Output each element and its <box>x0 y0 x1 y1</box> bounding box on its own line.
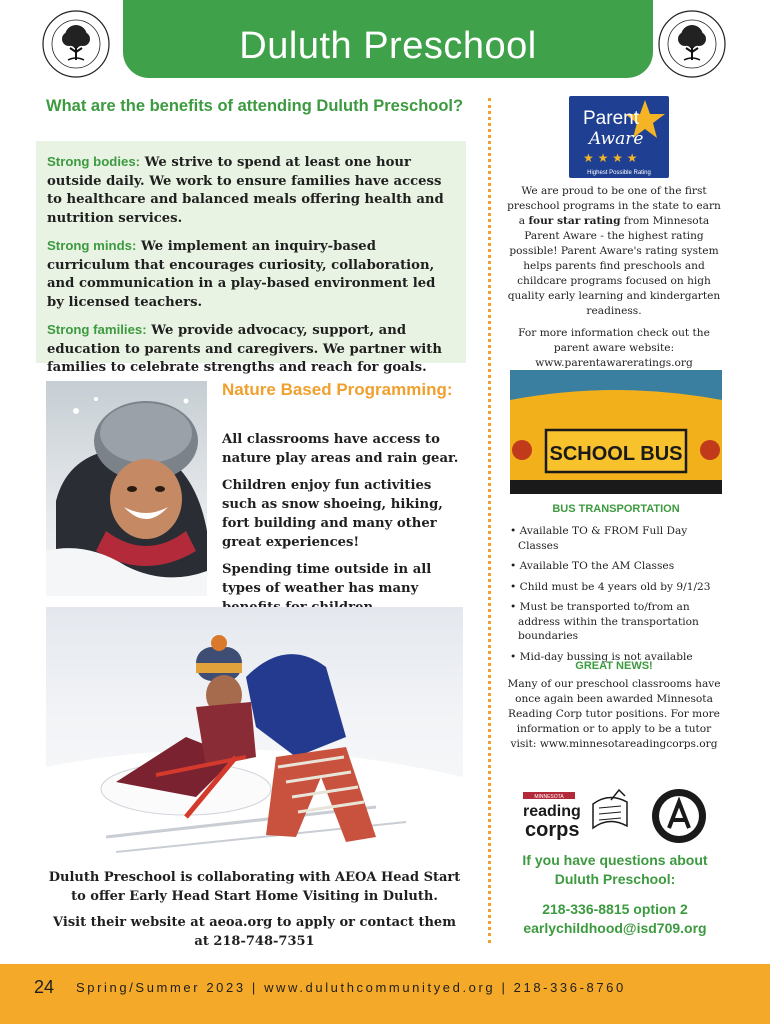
bus-list <box>510 524 726 670</box>
aeoa-contact: Visit their website at aeoa.org to apply or contact them at 218-748-7351 <box>53 915 456 949</box>
tree-seal-icon <box>656 8 728 80</box>
nature-text <box>222 430 462 625</box>
column-divider <box>488 98 491 943</box>
svg-text:corps: corps <box>525 819 580 841</box>
list-item: • Child must be 4 years old by 9/1/23 <box>510 580 711 593</box>
bus-heading: BUS TRANSPORTATION <box>552 503 680 515</box>
benefits-box <box>36 141 466 375</box>
photo-kids-sledding <box>46 607 463 862</box>
svg-text:★ ★ ★ ★: ★ ★ ★ ★ <box>583 151 638 165</box>
school-bus-sign: SCHOOL BUS <box>549 443 683 465</box>
nature-heading: Nature Based Programming: <box>222 380 453 399</box>
parent-aware-caption: Highest Possible Rating <box>587 170 651 176</box>
svg-text:reading: reading <box>523 803 581 820</box>
footer-text: Spring/Summer 2023 | www.duluthcommunityed.org | 218-336-8760 <box>76 979 626 995</box>
reading-corps-logo <box>523 790 627 841</box>
americorps-logo <box>652 789 706 843</box>
great-news-body: Many of our preschool classrooms have once again been awarded Minnesota Reading Corp tutor positions. For more information or to apply to be a tutor visit: www.minnesotareadingcorps.org <box>507 678 721 750</box>
footer-bar <box>0 964 770 1024</box>
header-banner <box>123 0 653 78</box>
nature-paragraph: Children enjoy fun activities such as snow shoeing, hiking, fort building and many other great experiences! <box>222 478 443 550</box>
great-news-heading: GREAT NEWS! <box>575 660 653 672</box>
parent-aware-text <box>505 184 723 378</box>
parent-aware-logo <box>569 96 669 178</box>
parent-aware-website: For more information check out the parent aware website: www.parentawareratings.org <box>518 327 710 369</box>
parent-aware-word1: Parent <box>583 108 639 129</box>
questions-line: If you have questions about <box>522 852 708 868</box>
list-item: • Available TO the AM Classes <box>510 560 675 572</box>
phone-number: 218-336-8815 option 2 <box>542 901 688 917</box>
list-item: • Mid-day bussing is not available <box>510 650 693 663</box>
photo-child-in-snow <box>46 381 207 596</box>
list-item: • Available TO & FROM Full Day Classes <box>510 525 688 552</box>
nature-paragraph: Spending time outside in all types of weather has many <box>222 562 432 596</box>
tree-seal-icon <box>40 8 112 80</box>
partner-logos <box>515 786 720 846</box>
list-item: • Must be transported to/from an address within the transportation boundaries <box>510 601 699 642</box>
benefit-item: Strong bodies: We strive to spend at least one hour outside daily. We work to ensure families have access to healthcare and balanced meals offering health and nutrition services. <box>47 154 444 226</box>
parent-aware-word2: Aware <box>589 129 644 149</box>
questions-line: Duluth Preschool: <box>554 870 676 887</box>
great-news-text <box>505 677 723 759</box>
page-number: 24 <box>34 976 55 997</box>
benefits-heading: What are the benefits of attending Duluth Preschool? <box>46 97 464 115</box>
email-address: earlychildhood@isd709.org <box>523 919 707 936</box>
benefit-item: Strong minds: We implement an inquiry-based curriculum that encourages curiosity, collaboration, and communication in a play-based environment led by licensed teachers. <box>47 238 436 310</box>
aeoa-section <box>46 868 463 958</box>
questions-section <box>505 851 725 937</box>
photo-school-bus <box>510 370 722 494</box>
benefit-item: Strong families: We provide advocacy, support, and education to parents and caregivers. We partner with families to celebrate strengths and reach for goals. <box>47 322 442 375</box>
parent-aware-description: We are proud to be one of the first preschool programs in the state to earn a four star rating from Minnesota Parent Aware - the highest rating possible! Parent Aware's rating system helps parents find preschools and childcare programs focused on high quality early learning and kindergarten readiness. <box>507 185 721 317</box>
page-title: Duluth Preschool <box>239 24 537 67</box>
nature-paragraph: All classrooms have access to nature play areas and rain gear. <box>222 432 459 466</box>
svg-text:MINNESOTA: MINNESOTA <box>534 794 564 800</box>
aeoa-text: Duluth Preschool is collaborating with AEOA Head Start to offer Early Head Start Home Visiting in Duluth. <box>48 870 461 904</box>
